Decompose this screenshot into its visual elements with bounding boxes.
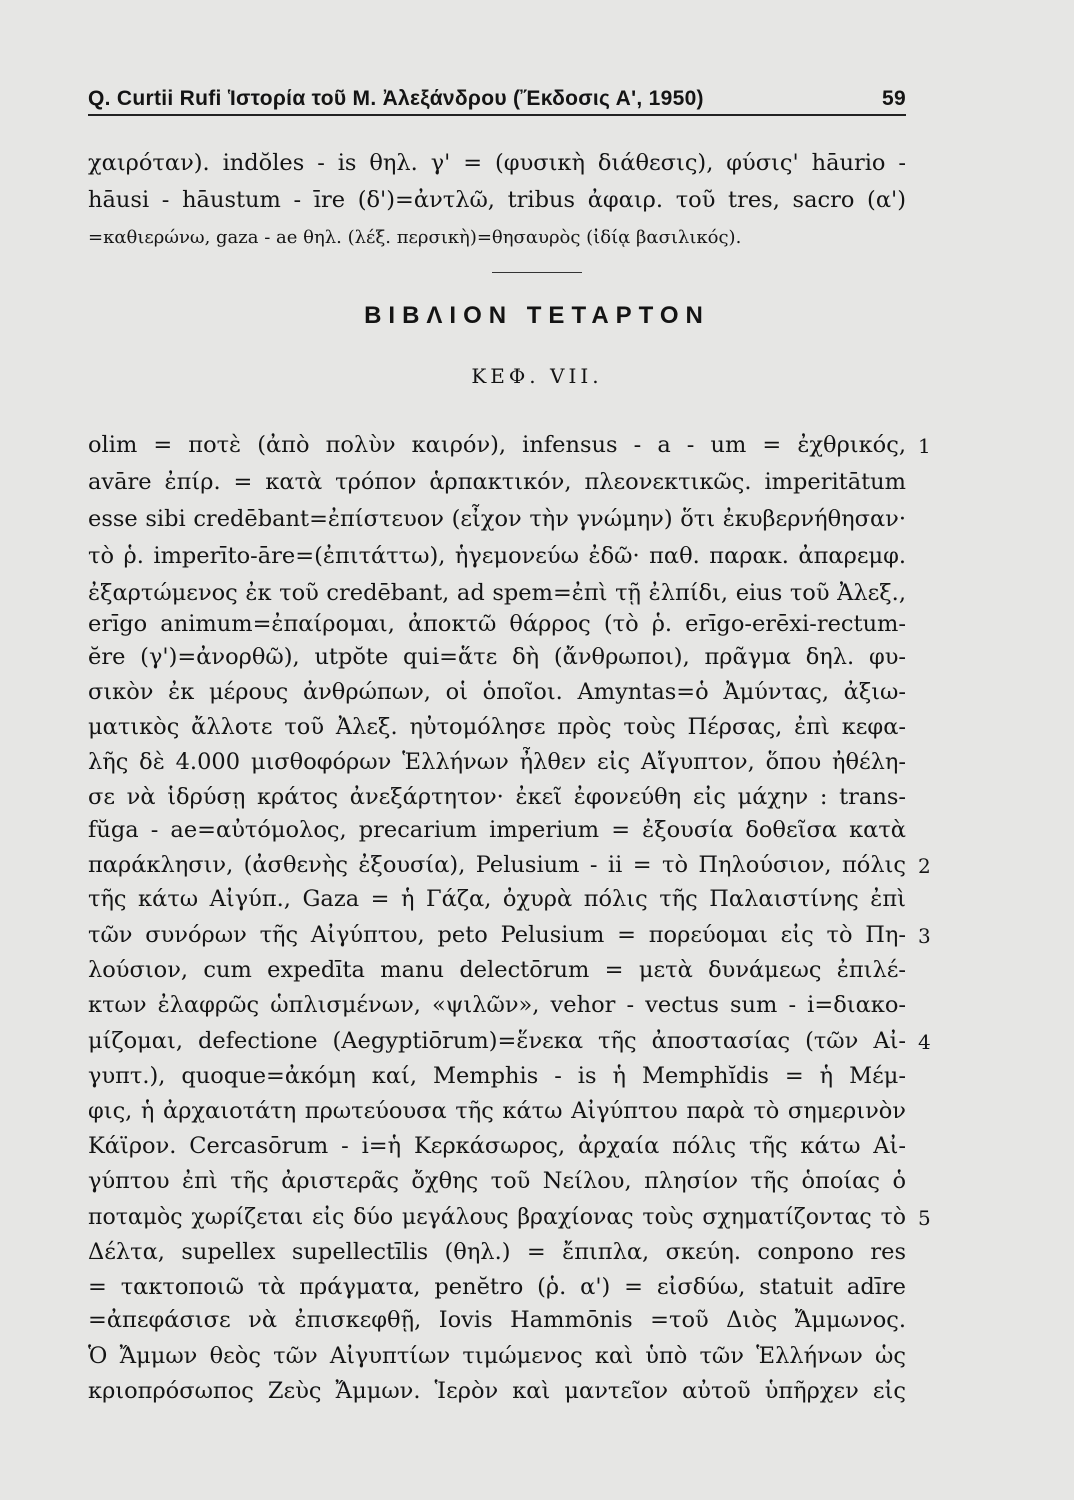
body-line: esse sibi credēbant=ἐπίστευον (εἶχον τὴν γνώμην) ὅτι ἐκυβερνήθησαν· [88,506,906,532]
margin-number: 3 [918,924,931,948]
body-line: fŭga - ae=αὐτόμολος, precarium imperium = ἐξουσία δοθεῖσα κατὰ [88,817,906,843]
body-line: Ὁ Ἄμμων θεὸς τῶν Αἰγυπτίων τιμώμενος καὶ ὑπὸ τῶν Ἑλλήνων ὡς [88,1343,906,1369]
body-line: φις, ἡ ἀρχαιοτάτη πρωτεύουσα τῆς κάτω Αἰγύπτου παρὰ τὸ σημερινὸν [88,1098,906,1124]
body-line: = τακτοποιῶ τὰ πράγματα, penĕtro (ῥ. α') = εἰσδύω, statuit adīre [88,1274,906,1300]
header-title: Q. Curtii Rufi Ἱστορία τοῦ Μ. Ἀλεξάνδρου (Ἔκδοσις Α', 1950) [88,87,704,110]
body-line: λῆς δὲ 4.000 μισθοφόρων Ἑλλήνων ἦλθεν εἰς Αἴγυπτον, ὅπου ἠθέλη- [88,749,906,775]
body-line: σικὸν ἐκ μέρους ἀνθρώπων, οἱ ὁποῖοι. Amyntas=ὁ Ἀμύντας, ἀξιω- [88,679,906,705]
section-divider [492,272,582,273]
body-line: τὸ ῥ. imperīto-āre=(ἐπιτάττω), ἡγεμονεύω ἐδῶ· παθ. παρακ. ἀπαρεμφ. [88,543,906,569]
body-line: λούσιον, cum expedīta manu delectōrum = μετὰ δυνάμεως ἐπιλέ- [88,957,906,983]
running-header [88,84,906,116]
body-line: olim = ποτὲ (ἀπὸ πολὺν καιρόν), infensus - a - um = ἐχθρικός, [88,432,906,458]
body-line: γυπτ.), quoque=ἀκόμη καί, Memphis - is ἡ Memphĭdis = ἡ Μέμ- [88,1063,906,1089]
body-line: ποταμὸς χωρίζεται εἰς δύο μεγάλους βραχίονας τοὺς σχηματίζοντας τὸ [88,1205,906,1230]
intro-line: χαιρόταν). indŏles - is θηλ. γ' = (φυσικὴ διάθεσις), φύσις' hāurio - [88,150,906,176]
margin-number: 5 [918,1206,931,1230]
body-line: ματικὸς ἄλλοτε τοῦ Ἀλεξ. ηὐτομόλησε πρὸς τοὺς Πέρσας, ἐπὶ κεφα- [88,714,906,740]
body-line: ĕre (γ')=ἀνορθῶ), utpŏte qui=ἅτε δὴ (ἄνθρωποι), πρᾶγμα δηλ. φυ- [88,644,906,670]
margin-number: 4 [918,1030,931,1054]
book-title: ΒΙΒΛΙΟΝ ΤΕΤΑΡΤΟΝ [364,302,710,329]
body-line: erīgo animum=ἐπαίρομαι, ἀποκτῶ θάρρος (τὸ ῥ. erīgo-erēxi-rectum- [88,611,906,637]
body-line: κριοπρόσωπος Ζεὺς Ἄμμων. Ἱερὸν καὶ μαντεῖον αὐτοῦ ὑπῆρχεν εἰς [88,1378,906,1404]
body-line: τῆς κάτω Αἰγύπ., Gaza = ἡ Γάζα, ὀχυρὰ πόλις τῆς Παλαιστίνης ἐπὶ [88,886,906,912]
body-line: Δέλτα, supellex supellectīlis (θηλ.) = ἔπιπλα, σκεύη. conpono res [88,1239,906,1265]
body-line: Κάϊρον. Cercasōrum - i=ἡ Κερκάσωρος, ἀρχαία πόλις τῆς κάτω Αἰ- [88,1133,906,1159]
margin-number: 2 [918,854,931,878]
body-line: ἐξαρτώμενος ἐκ τοῦ credēbant, ad spem=ἐπὶ τῇ ἐλπίδι, eius τοῦ Ἀλεξ., [88,580,906,606]
body-line: παράκλησιν, (ἀσθενὴς ἐξουσία), Pelusium - ii = τὸ Πηλούσιον, πόλις [88,852,906,878]
margin-number: 1 [918,434,931,458]
intro-line: hāusi - hāustum - īre (δ')=ἀντλῶ, tribus ἀφαιρ. τοῦ tres, sacro (α') [88,187,906,213]
body-line: τῶν συνόρων τῆς Αἰγύπτου, peto Pelusium = πορεύομαι εἰς τὸ Πη- [88,922,906,948]
body-line: =ἀπεφάσισε νὰ ἐπισκεφθῇ, Iovis Hammōnis =τοῦ Διὸς Ἄμμωνος. [88,1307,906,1333]
body-line: σε νὰ ἱδρύσῃ κράτος ἀνεξάρτητον· ἐκεῖ ἐφονεύθη εἰς μάχην : trans- [88,784,906,810]
body-line: μίζομαι, defectione (Aegyptiōrum)=ἕνεκα τῆς ἀποστασίας (τῶν Αἰ- [88,1028,906,1054]
body-line: avāre ἐπίρ. = κατὰ τρόπον ἁρπακτικόν, πλεονεκτικῶς. imperitātum [88,469,906,495]
body-line: κτων ἐλαφρῶς ὡπλισμένων, «ψιλῶν», vehor - vectus sum - i=διακο- [88,992,906,1018]
chapter-heading: ΚΕΦ. VII. [471,364,603,388]
intro-line: =καθιερώνω, gaza - ae θηλ. (λέξ. περσικὴ)=θησαυρὸς (ἰδίᾳ βασιλικός). [88,227,742,248]
page-number: 59 [882,87,906,110]
body-line: γύπτου ἐπὶ τῆς ἀριστερᾶς ὄχθης τοῦ Νείλου, πλησίον τῆς ὁποίας ὁ [88,1168,906,1194]
